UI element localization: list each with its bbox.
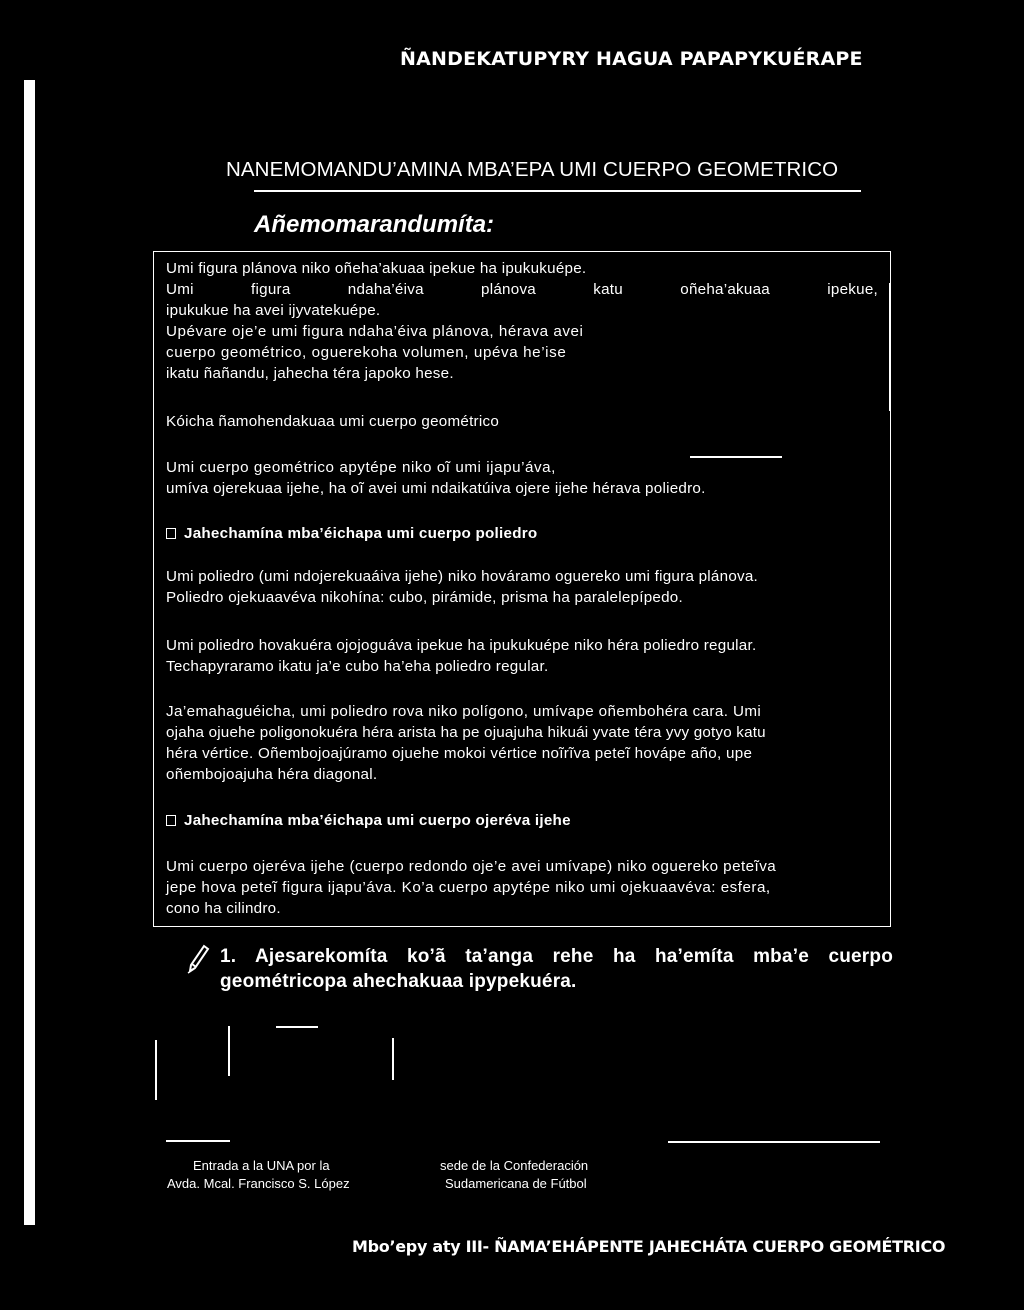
poliedro-paragraph-line: Techapyraramo ikatu ja’e cubo ha’eha poliedro regular. xyxy=(166,658,549,675)
page-footer: Mbo’epy aty III- ÑAMA’EHÁPENTE JAHECHÁTA CUERPO GEOMÉTRICO xyxy=(352,1237,946,1256)
photo-caption-right-line1: sede de la Confederación xyxy=(440,1158,589,1173)
bullet-box-icon xyxy=(166,528,176,539)
poliedro-paragraph-line: Umi poliedro (umi ndojerekuaáiva ijehe) niko hováramo oguereko umi figura plánova. xyxy=(166,568,759,585)
round-body-line: Umi cuerpo ojeréva ijehe (cuerpo redondo oje’e avei umívape) niko oguereko peteĩva xyxy=(166,858,777,875)
definition-line: Umi cuerpo geométrico apytépe niko oĩ umi ijapu’áva, xyxy=(166,459,556,476)
poliedro-paragraph-line: ojaha ojuehe poligonokuéra héra arista ha pe ojuajuha hikuái yvate téra yvy gotyo katu xyxy=(166,724,766,741)
intro-line: Upévare oje’e umi figura ndaha’éiva plánova, hérava avei xyxy=(166,323,584,340)
title-underline xyxy=(254,190,861,192)
image-frame-line xyxy=(228,1026,230,1076)
activity-instruction xyxy=(220,944,893,994)
intro-line: ipukukue ha avei ijyvatekuépe. xyxy=(166,302,381,319)
intro-line: cuerpo geométrico, oguerekoha volumen, upéva he’ise xyxy=(166,344,567,361)
poliedro-paragraph-line: Poliedro ojekuaavéva nikohína: cubo, pirámide, prisma ha paralelepípedo. xyxy=(166,589,683,606)
page-header-title: ÑANDEKATUPYRY HAGUA PAPAPYKUÉRAPE xyxy=(400,48,863,70)
poliedro-paragraph-line: Ja’emahaguéicha, umi poliedro rova niko polígono, umívape oñembohéra cara. Umi xyxy=(166,703,762,720)
activity-number: 1. xyxy=(220,946,237,967)
section-title: NANEMOMANDU’AMINA MBA’EPA UMI CUERPO GEOMETRICO xyxy=(226,158,839,181)
image-frame-line xyxy=(668,1141,880,1143)
intro-line: ikatu ñañandu, jahecha téra japoko hese. xyxy=(166,365,454,382)
pencil-icon xyxy=(186,944,210,974)
intro-line: Umi figura plánova niko oñeha’akuaa ipekue ha ipukukuépe. xyxy=(166,260,587,277)
photo-caption-left-line2: Avda. Mcal. Francisco S. López xyxy=(167,1176,350,1191)
bullet-box-icon xyxy=(166,815,176,826)
poliedro-heading-text: Jahechamína mba’éichapa umi cuerpo poliedro xyxy=(184,525,538,542)
section-subtitle: Añemomarandumíta: xyxy=(254,211,495,238)
poliedro-paragraph-line: oñembojoajuha héra diagonal. xyxy=(166,766,378,783)
intro-line: Umi figura ndaha’éiva plánova katu oñeha’akuaa ipekue, xyxy=(166,281,878,298)
round-body-heading-text: Jahechamína mba’éichapa umi cuerpo ojeréva ijehe xyxy=(184,812,571,829)
activity-text: Ajesarekomíta ko’ã ta’anga rehe ha ha’emíta mba’e cuerpo geométricopa ahechakuaa ipypekuéra. xyxy=(220,946,893,992)
definition-line: umíva ojerekuaa ijehe, ha oĩ avei umi ndaikatúiva ojere ijehe hérava poliedro. xyxy=(166,480,706,497)
round-body-line: jepe hova peteĩ figura ijapu’áva. Ko’a cuerpo apytépe niko umi ojekuaavéva: esfera, xyxy=(166,879,771,896)
image-frame-line xyxy=(276,1026,318,1028)
poliedro-paragraph-line: Umi poliedro hovakuéra ojojoguáva ipekue ha ipukukuépe niko héra poliedro regular. xyxy=(166,637,757,654)
round-body-line: cono ha cilindro. xyxy=(166,900,281,917)
poliedro-heading xyxy=(166,524,878,545)
scan-artifact-line xyxy=(889,283,891,411)
round-body-heading xyxy=(166,811,878,832)
poliedro-paragraph-line: héra vértice. Oñembojoajúramo ojuehe mokoi vértice noĩrĩva peteĩ hovápe año, upe xyxy=(166,745,753,762)
photo-caption-right-line2: Sudamericana de Fútbol xyxy=(445,1176,587,1191)
image-frame-line xyxy=(155,1040,157,1100)
left-margin-bar xyxy=(24,80,35,1225)
recognize-heading: Kóicha ñamohendakuaa umi cuerpo geométrico xyxy=(166,413,500,430)
image-frame-line xyxy=(392,1038,394,1080)
image-frame-line xyxy=(166,1140,230,1142)
photo-caption-left-line1: Entrada a la UNA por la xyxy=(193,1158,330,1173)
